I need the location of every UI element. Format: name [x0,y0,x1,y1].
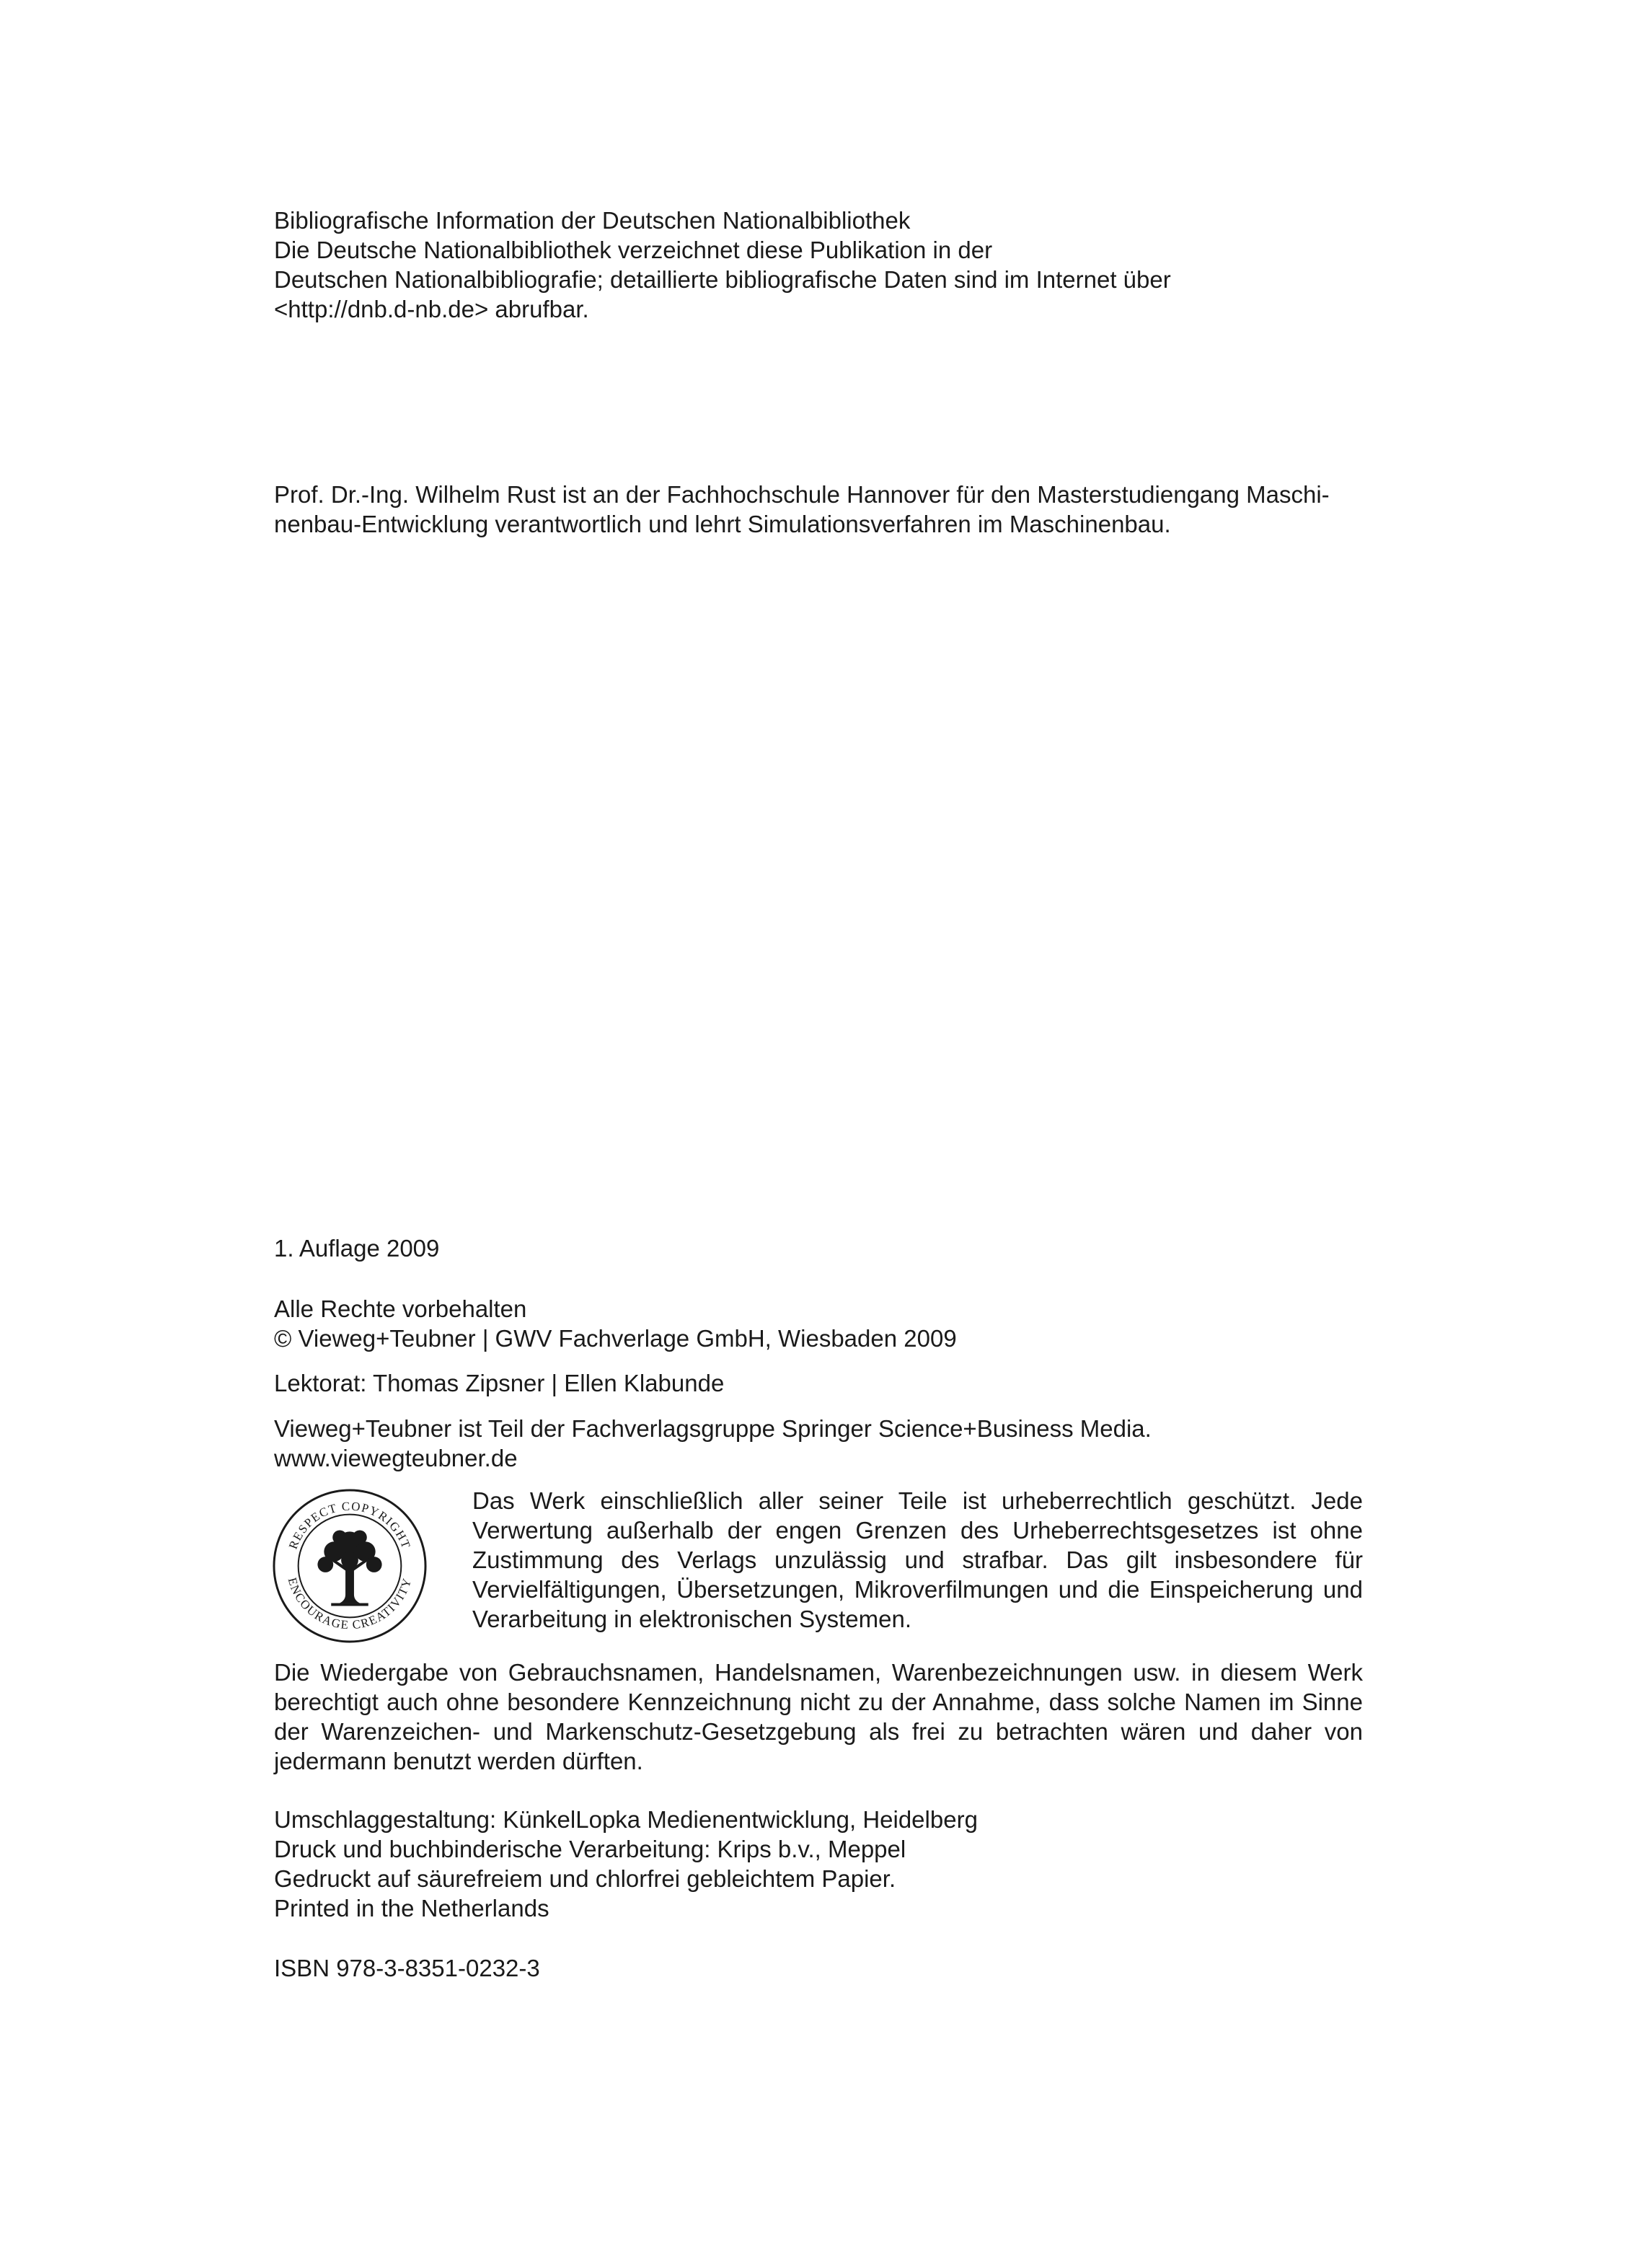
copyright-line: © Vieweg+Teubner | GWV Fachverlage GmbH, Wiesbaden 2009 [274,1325,957,1352]
edition [274,1233,1363,1263]
respect-copyright-seal [271,1487,428,1645]
cip-line: Die Deutsche Nationalbibliothek verzeichnet diese Publikation in der [274,237,993,263]
seal-bottom-text: ENCOURAGE CREATIVITY [285,1575,415,1632]
paper-note: Gedruckt auf säurefreiem und chlorfrei gebleichtem Papier. [274,1865,896,1892]
edition-text: 1. Auflage 2009 [274,1235,440,1262]
printed-country: Printed in the Netherlands [274,1895,549,1922]
isbn [274,1953,1363,1983]
isbn-text: ISBN 978-3-8351-0232-3 [274,1955,540,1981]
rights-reserved: Alle Rechte vorbehalten [274,1295,527,1322]
production-info [274,1805,1363,1923]
rights [274,1294,1363,1353]
cip-line: Deutschen Nationalbibliografie; detaillierte bibliografische Daten sind im Internet über [274,266,1171,293]
author-note-line: Prof. Dr.-Ing. Wilhelm Rust ist an der Fachhochschule Hannover für den Masterstudiengang Maschi- [274,481,1330,508]
seal-top-text: RESPECT COPYRIGHT [286,1499,414,1552]
publisher-group: Vieweg+Teubner ist Teil der Fachverlagsgruppe Springer Science+Business Media. [274,1415,1152,1442]
author-note-line: nenbau-Entwicklung verantwortlich und lehrt Simulationsverfahren im Maschinenbau. [274,511,1171,537]
cip-bibliographic-info [274,206,1363,324]
trademark-notice: Die Wiedergabe von Gebrauchsnamen, Handelsnamen, Warenbezeichnungen usw. in diesem Werk berechtigt auch ohne besondere Kennzeichnung nicht zu der Annahme, dass solche Namen im Sinne der Warenzeichen- und Markenschutz-Gesetzgebung als frei zu betrachten wären und daher von jedermann benutzt werden dürften. [274,1659,1363,1774]
tree-icon [317,1530,381,1606]
lektorat [274,1368,1363,1398]
cover-design: Umschlaggestaltung: KünkelLopka Medienentwicklung, Heidelberg [274,1806,978,1833]
publisher-info [274,1414,1363,1473]
cip-line: Bibliografische Information der Deutschen Nationalbibliothek [274,207,911,234]
lektorat-text: Lektorat: Thomas Zipsner | Ellen Klabunde [274,1370,725,1396]
author-note [274,480,1363,539]
publisher-url: www.viewegteubner.de [274,1445,518,1471]
cip-line: <http://dnb.d-nb.de> abrufbar. [274,296,589,322]
print-binding: Druck und buchbinderische Verarbeitung: Krips b.v., Meppel [274,1836,906,1862]
copyright-notice: Das Werk einschließlich aller seiner Teile ist urheberrechtlich geschützt. Jede Verwertung außerhalb der engen Grenzen des Urheberrechtsgesetzes ist ohne Zustimmung des Verlags unzulässig und strafbar. Das gilt insbesondere für Vervielfältigungen, Übersetzungen, Mikroverfilmungen und die Einspeicherung und Verarbeitung in elektronischen Systemen. [472,1487,1363,1632]
